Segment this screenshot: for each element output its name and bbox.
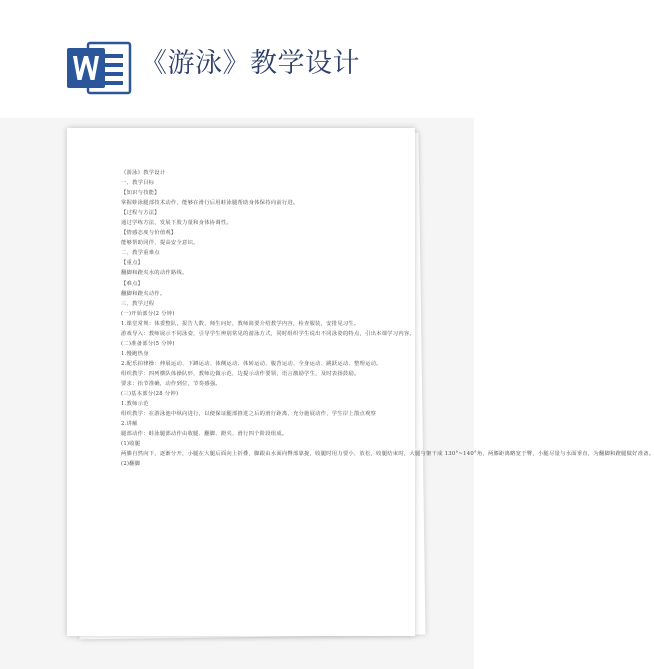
doc-line: (一)开始部分(2 分钟) xyxy=(121,310,175,317)
doc-line: 能够帮助同伴，提高安全意识。 xyxy=(121,240,199,247)
doc-line: 腿部动作：蛙泳腿部动作由收腿、翻脚、蹬夹、滑行四个阶段组成。 xyxy=(121,431,288,438)
doc-line: 《游泳》教学设计 xyxy=(121,170,166,176)
doc-line: 【重点】 xyxy=(121,260,144,267)
doc-line: 一、教学目标 xyxy=(121,180,155,187)
doc-line: 组织教学：四列横队体操队形，教师边做示范，边提示动作要领，语言激励学生，及时表扬鼓励。 xyxy=(121,370,360,377)
doc-line: (1)收腿 xyxy=(121,441,141,448)
header xyxy=(0,0,474,118)
doc-line: (二)准备部分(5 分钟) xyxy=(121,340,175,347)
doc-line: 【过程与方法】 xyxy=(121,210,160,217)
page-title: 《游泳》教学设计 xyxy=(140,48,360,79)
doc-line: 2.讲解 xyxy=(121,421,138,428)
doc-line: 1.教师示范 xyxy=(121,401,149,408)
doc-line: 【知识与技能】 xyxy=(121,190,160,197)
doc-line: 翻脚和蹬夹动作。 xyxy=(121,290,166,297)
doc-line: 翻脚和蹬夹水的动作路线。 xyxy=(121,270,188,277)
doc-line: 三、教学过程 xyxy=(121,300,155,307)
doc-line: 【难点】 xyxy=(121,280,144,287)
doc-line: (三)基本部分(28 分钟) xyxy=(121,391,179,398)
doc-line: 1.慢跑热身 xyxy=(121,350,149,357)
document-page xyxy=(67,128,654,636)
document-body xyxy=(121,168,654,469)
doc-line: 组织教学：在游泳池中纵向进行，以便保证腿部推进之后的滑行距离，充分施展动作，学生岸上散点观察 xyxy=(121,411,377,418)
doc-line: 通过学练方法，发展下肢力量和身体协调性。 xyxy=(121,220,232,227)
doc-line: 两膝自然向下，逐渐分开，小腿在大腿后面向上折叠，脚跟由水面向臀部靠拢，收腿时用力要小，放松，收腿结束时，大腿与躯干成 130°~140°角，两膝距离略宽于臀，小腿尽量与水面垂直，为翻脚和蹬腿做好准备。 xyxy=(121,451,654,458)
doc-line: 【情感态度与价值观】 xyxy=(121,230,177,237)
doc-line: 要求：抬节准确，动作到位，节奏感强。 xyxy=(121,380,221,387)
word-document-icon xyxy=(66,40,132,96)
doc-line: 2.配乐拍律操：伸展运动、下蹲运动、体侧运动、体转运动、腹背运动、全身运动、跳跃运动、整理运动。 xyxy=(121,360,382,367)
doc-line: 游戏导入：教师展示不同泳姿，引导学生辨别常见的游泳方式，同时组织学生说出不同泳姿的特点，引出本课学习内容。 xyxy=(121,330,415,337)
doc-line: 二、教学重难点 xyxy=(121,250,160,257)
doc-line: 1.课堂常规：体委整队，报告人数，师生问好，教师简要介绍教学内容，检查服装，安排见习生。 xyxy=(121,320,360,327)
doc-line: 掌握蛙泳腿部技术动作，能够在滑行后用蛙泳腿帮助身体保持向前行进。 xyxy=(121,200,299,207)
doc-line: (2)翻脚 xyxy=(121,461,141,468)
